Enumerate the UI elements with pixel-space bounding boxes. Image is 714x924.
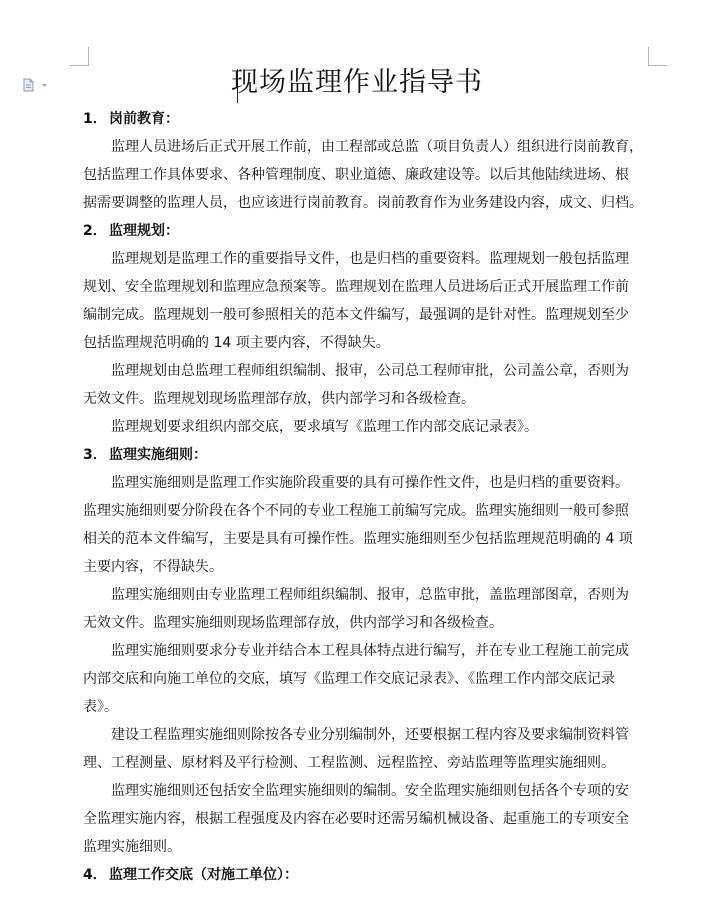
section-heading-text: 岗前教育： bbox=[109, 111, 179, 127]
paragraph-line: 无效文件。监理实施细则现场监理部存放，供内部学习和各级检查。 bbox=[83, 615, 503, 631]
section-number: 3． bbox=[83, 447, 107, 463]
paragraph-line: 监理实施细则要分阶段在各个不同的专业工程施工前编写完成。监理实施细则一般可参照 bbox=[83, 503, 629, 519]
section-heading-text: 监理工作交底（对施工单位）： bbox=[109, 867, 298, 883]
section-heading-text: 监理实施细则： bbox=[109, 447, 207, 463]
paragraph-line: 包括监理规范明确的 14 项主要内容，不得缺失。 bbox=[83, 335, 390, 351]
paragraph-line: 监理实施细则还包括安全监理实施细则的编制。安全监理实施细则包括各个专项的安 bbox=[111, 783, 629, 799]
paragraph bbox=[83, 413, 647, 441]
paragraph-line: 包括监理工作具体要求、各种管理制度、职业道德、廉政建设等。以后其他陆续进场、根 bbox=[83, 167, 629, 183]
section-heading bbox=[83, 217, 647, 245]
paragraph-line: 理、工程测量、原材料及平行检测、工程监测、远程监控、旁站监理等监理实施细则。 bbox=[83, 755, 615, 771]
paragraph-line: 规划、安全监理规划和监理应急预案等。监理规划在监理人员进场后正式开展监理工作前 bbox=[83, 279, 629, 295]
section-heading-text: 监理规划： bbox=[109, 223, 179, 239]
paragraph bbox=[83, 357, 647, 413]
paragraph-line: 全监理实施内容，根据工程强度及内容在必要时还需另编机械设备、起重施工的专项安全 bbox=[83, 811, 629, 827]
paragraph-line: 监理实施细则要求分专业并结合本工程具体特点进行编写，并在专业工程施工前完成 bbox=[111, 643, 629, 659]
section-number: 1． bbox=[83, 111, 107, 127]
paragraph-line: 主要内容，不得缺失。 bbox=[83, 559, 223, 575]
section-heading bbox=[83, 441, 647, 469]
paragraph-line: 建设工程监理实施细则除按各专业分别编制外，还要根据工程内容及要求编制资料管 bbox=[111, 727, 629, 743]
paragraph bbox=[83, 245, 647, 357]
paragraph-line: 据需要调整的监理人员，也应该进行岗前教育。岗前教育作为业务建设内容，成文、归档。 bbox=[83, 195, 643, 211]
paragraph bbox=[83, 133, 647, 217]
paragraph-line: 监理实施细则由专业监理工程师组织编制、报审，总监审批，盖监理部图章，否则为 bbox=[111, 587, 629, 603]
document-title: 现场监理作业指导书 bbox=[231, 67, 483, 98]
paragraph-line: 监理规划要求组织内部交底，要求填写《监理工作内部交底记录表》。 bbox=[111, 419, 538, 435]
paragraph bbox=[83, 637, 647, 721]
paragraph-line: 内部交底和向施工单位的交底，填写《监理工作交底记录表》、《监理工作内部交底记录 bbox=[83, 671, 615, 687]
paragraph bbox=[83, 721, 647, 777]
paragraph-line: 监理实施细则。 bbox=[83, 839, 181, 855]
paragraph-line: 无效文件。监理规划现场监理部存放，供内部学习和各级检查。 bbox=[83, 391, 475, 407]
paragraph-line: 监理实施细则是监理工作实施阶段重要的具有可操作性文件，也是归档的重要资料。 bbox=[111, 475, 629, 491]
paragraph-line: 监理人员进场后正式开展工作前，由工程部或总监（项目负责人）组织进行岗前教育， bbox=[111, 139, 643, 155]
paragraph-line: 表》。 bbox=[83, 699, 118, 715]
paragraph-line: 监理规划由总监理工程师组织编制、报审，公司总工程师审批，公司盖公章，否则为 bbox=[111, 363, 629, 379]
section-heading bbox=[83, 861, 647, 889]
document-body bbox=[83, 105, 647, 889]
paragraph bbox=[83, 581, 647, 637]
paragraph bbox=[83, 469, 647, 581]
section-number: 2． bbox=[83, 223, 107, 239]
paragraph bbox=[83, 777, 647, 861]
paragraph-line: 编制完成。监理规划一般可参照相关的范本文件编写，最强调的是针对性。监理规划至少 bbox=[83, 307, 629, 323]
section-heading bbox=[83, 105, 647, 133]
paragraph-line: 监理规划是监理工作的重要指导文件，也是归档的重要资料。监理规划一般包括监理 bbox=[111, 251, 629, 267]
paragraph-line: 相关的范本文件编写，主要是具有可操作性。监理实施细则至少包括监理规范明确的 4 项 bbox=[83, 531, 633, 547]
section-number: 4． bbox=[83, 867, 107, 883]
